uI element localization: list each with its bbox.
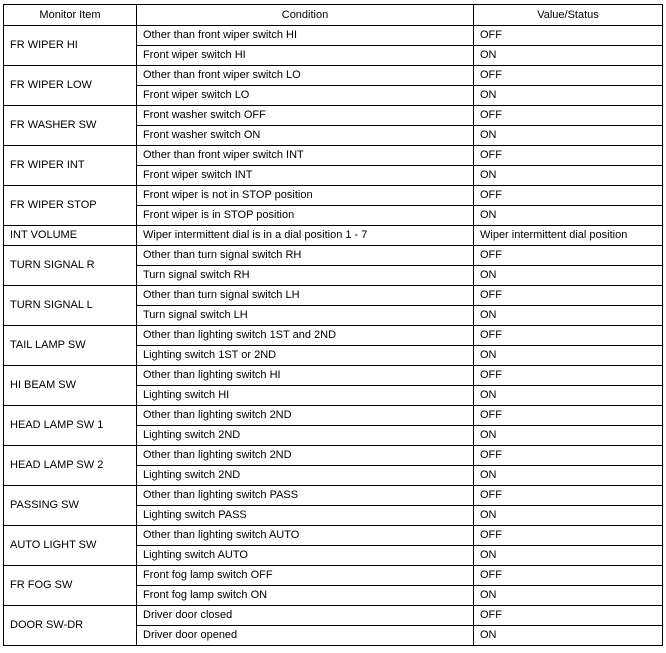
value-status-cell: OFF — [474, 326, 663, 346]
table-row — [4, 406, 663, 426]
condition-cell: Wiper intermittent dial is in a dial position 1 - 7 — [137, 226, 474, 246]
table-body — [4, 26, 663, 646]
table-row — [4, 66, 663, 86]
monitor-item-cell: PASSING SW — [4, 486, 137, 526]
condition-cell: Other than lighting switch 1ST and 2ND — [137, 326, 474, 346]
condition-cell: Lighting switch HI — [137, 386, 474, 406]
header-condition: Condition — [137, 5, 474, 26]
table-row — [4, 326, 663, 346]
table-row — [4, 26, 663, 46]
value-status-cell: ON — [474, 626, 663, 646]
value-status-cell: OFF — [474, 446, 663, 466]
condition-cell: Front washer switch OFF — [137, 106, 474, 126]
condition-cell: Other than lighting switch HI — [137, 366, 474, 386]
value-status-cell: OFF — [474, 146, 663, 166]
table-row — [4, 226, 663, 246]
condition-cell: Lighting switch 1ST or 2ND — [137, 346, 474, 366]
value-status-cell: ON — [474, 386, 663, 406]
value-status-cell: ON — [474, 126, 663, 146]
condition-cell: Lighting switch 2ND — [137, 466, 474, 486]
table-row — [4, 526, 663, 546]
table-row — [4, 366, 663, 386]
condition-cell: Lighting switch AUTO — [137, 546, 474, 566]
table-row — [4, 186, 663, 206]
condition-cell: Front washer switch ON — [137, 126, 474, 146]
value-status-cell: ON — [474, 346, 663, 366]
value-status-cell: ON — [474, 166, 663, 186]
monitor-item-cell: FR WIPER STOP — [4, 186, 137, 226]
value-status-cell: ON — [474, 466, 663, 486]
condition-cell: Front wiper switch INT — [137, 166, 474, 186]
value-status-cell: ON — [474, 586, 663, 606]
monitor-item-cell: HEAD LAMP SW 1 — [4, 406, 137, 446]
condition-cell: Driver door closed — [137, 606, 474, 626]
condition-cell: Other than front wiper switch LO — [137, 66, 474, 86]
value-status-cell: ON — [474, 46, 663, 66]
monitor-item-cell: HI BEAM SW — [4, 366, 137, 406]
value-status-cell: OFF — [474, 566, 663, 586]
condition-cell: Lighting switch 2ND — [137, 426, 474, 446]
condition-cell: Front wiper switch HI — [137, 46, 474, 66]
table-row — [4, 246, 663, 266]
monitor-item-cell: TAIL LAMP SW — [4, 326, 137, 366]
monitor-item-cell: FR WASHER SW — [4, 106, 137, 146]
value-status-cell: OFF — [474, 406, 663, 426]
condition-cell: Front fog lamp switch OFF — [137, 566, 474, 586]
header-value-status: Value/Status — [474, 5, 663, 26]
condition-cell: Lighting switch PASS — [137, 506, 474, 526]
condition-cell: Other than turn signal switch LH — [137, 286, 474, 306]
condition-cell: Front fog lamp switch ON — [137, 586, 474, 606]
value-status-cell: ON — [474, 426, 663, 446]
value-status-cell: OFF — [474, 186, 663, 206]
header-row — [4, 5, 663, 26]
monitor-item-cell: FR FOG SW — [4, 566, 137, 606]
monitor-item-cell: AUTO LIGHT SW — [4, 526, 137, 566]
condition-cell: Front wiper is in STOP position — [137, 206, 474, 226]
value-status-cell: OFF — [474, 606, 663, 626]
table-row — [4, 146, 663, 166]
value-status-cell: ON — [474, 546, 663, 566]
value-status-cell: OFF — [474, 286, 663, 306]
condition-cell: Front wiper is not in STOP position — [137, 186, 474, 206]
value-status-cell: OFF — [474, 26, 663, 46]
monitor-item-cell: INT VOLUME — [4, 226, 137, 246]
table-row — [4, 106, 663, 126]
monitor-item-cell: FR WIPER HI — [4, 26, 137, 66]
value-status-cell: Wiper intermittent dial position — [474, 226, 663, 246]
table-row — [4, 286, 663, 306]
value-status-cell: ON — [474, 206, 663, 226]
table-row — [4, 606, 663, 626]
condition-cell: Other than front wiper switch INT — [137, 146, 474, 166]
value-status-cell: ON — [474, 506, 663, 526]
value-status-cell: OFF — [474, 246, 663, 266]
condition-cell: Other than lighting switch 2ND — [137, 406, 474, 426]
value-status-cell: ON — [474, 306, 663, 326]
table-row — [4, 446, 663, 466]
monitor-item-cell: DOOR SW-DR — [4, 606, 137, 646]
value-status-cell: ON — [474, 86, 663, 106]
value-status-cell: OFF — [474, 366, 663, 386]
condition-cell: Other than lighting switch 2ND — [137, 446, 474, 466]
monitor-item-cell: FR WIPER LOW — [4, 66, 137, 106]
value-status-cell: OFF — [474, 66, 663, 86]
value-status-cell: OFF — [474, 106, 663, 126]
condition-cell: Front wiper switch LO — [137, 86, 474, 106]
table-row — [4, 566, 663, 586]
monitor-table — [3, 4, 663, 646]
header-monitor-item: Monitor Item — [4, 5, 137, 26]
condition-cell: Other than lighting switch AUTO — [137, 526, 474, 546]
condition-cell: Other than lighting switch PASS — [137, 486, 474, 506]
condition-cell: Turn signal switch RH — [137, 266, 474, 286]
monitor-item-cell: HEAD LAMP SW 2 — [4, 446, 137, 486]
value-status-cell: ON — [474, 266, 663, 286]
condition-cell: Other than front wiper switch HI — [137, 26, 474, 46]
condition-cell: Other than turn signal switch RH — [137, 246, 474, 266]
monitor-item-cell: FR WIPER INT — [4, 146, 137, 186]
value-status-cell: OFF — [474, 526, 663, 546]
value-status-cell: OFF — [474, 486, 663, 506]
condition-cell: Turn signal switch LH — [137, 306, 474, 326]
condition-cell: Driver door opened — [137, 626, 474, 646]
table-row — [4, 486, 663, 506]
monitor-item-cell: TURN SIGNAL L — [4, 286, 137, 326]
monitor-item-cell: TURN SIGNAL R — [4, 246, 137, 286]
